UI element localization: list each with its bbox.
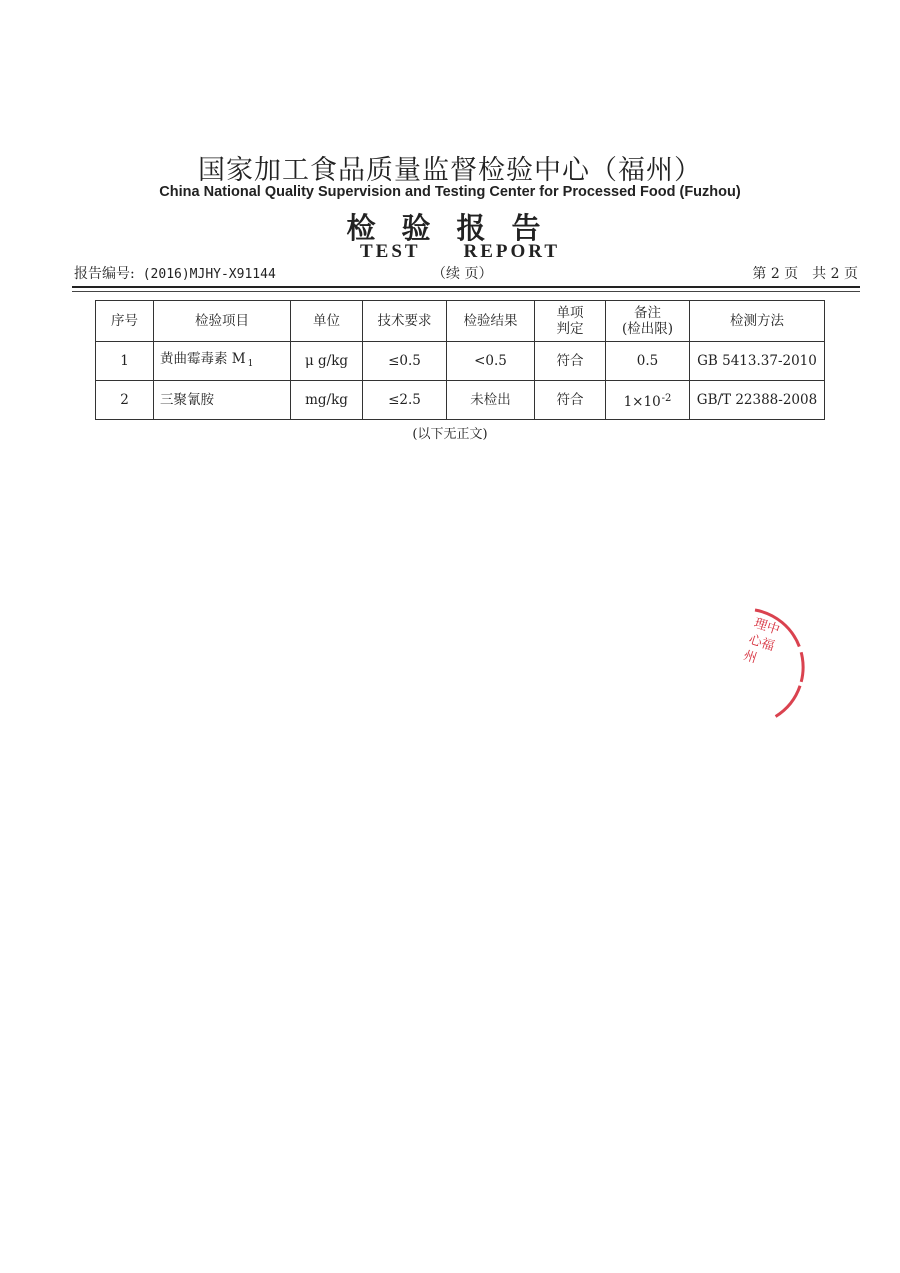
cell-requirement: ≤0.5: [363, 342, 447, 381]
results-table: [95, 300, 825, 420]
report-number-label: 报告编号:: [74, 266, 135, 282]
cell-remark: 0.5: [606, 342, 690, 381]
header-requirement: 技术要求: [363, 301, 447, 342]
end-of-text-note: (以下无正文): [412, 427, 488, 442]
cell-item: [154, 342, 291, 381]
table-row: [96, 381, 825, 420]
cell-remark-base: 1×10: [623, 393, 661, 410]
cell-unit: μ g/kg: [291, 342, 363, 381]
cell-index: 1: [96, 342, 154, 381]
continued-page-note: （续 页）: [432, 266, 493, 282]
report-title-en-report: REPORT: [463, 241, 560, 262]
cell-method: GB 5413.37-2010: [690, 342, 825, 381]
seal-text: 理中心福州: [741, 615, 782, 667]
header-remark-line2: (检出限): [621, 321, 674, 337]
report-title-en: [360, 241, 560, 263]
page-count: 第 2 页 共 2 页: [752, 266, 858, 282]
header-judgement: [535, 301, 606, 342]
header-result: 检验结果: [447, 301, 535, 342]
cell-item-text: 黄曲霉毒素 M: [160, 350, 246, 367]
cell-judgement: 符合: [535, 381, 606, 420]
cell-item: 三聚氰胺: [154, 381, 291, 420]
cell-remark: [606, 381, 690, 420]
header-judgement-line1: 单项: [556, 305, 584, 321]
header-item: 检验项目: [154, 301, 291, 342]
cell-requirement: ≤2.5: [363, 381, 447, 420]
header-rule-thick: [72, 286, 860, 288]
header-unit: 单位: [291, 301, 363, 342]
header-remark: [606, 301, 690, 342]
official-seal-stamp: [715, 596, 839, 720]
report-meta-line: [74, 263, 858, 283]
header-rule-thin: [72, 291, 860, 292]
cell-result: 未检出: [447, 381, 535, 420]
cell-index: 2: [96, 381, 154, 420]
cell-method: GB/T 22388-2008: [690, 381, 825, 420]
cell-judgement: 符合: [535, 342, 606, 381]
cell-result: <0.5: [447, 342, 535, 381]
cell-remark-exponent: -2: [661, 392, 672, 404]
org-name-cn: 国家加工食品质量监督检验中心（福州）: [198, 155, 702, 186]
table-row: [96, 342, 825, 381]
header-index: 序号: [96, 301, 154, 342]
org-name-en: China National Quality Supervision and Testing Center for Processed Food (Fuzhou): [159, 184, 741, 200]
report-number: [74, 263, 276, 283]
cell-unit: mg/kg: [291, 381, 363, 420]
table-header-row: [96, 301, 825, 342]
report-number-value: (2016)MJHY-X91144: [142, 267, 276, 282]
report-title-en-test: TEST: [360, 241, 421, 262]
cell-item-subscript: 1: [247, 358, 254, 369]
header-remark-line1: 备注: [634, 305, 661, 321]
header-judgement-line2: 判定: [556, 321, 584, 337]
header-method: 检测方法: [690, 301, 825, 342]
report-title-cn: 检验报告: [346, 211, 567, 245]
